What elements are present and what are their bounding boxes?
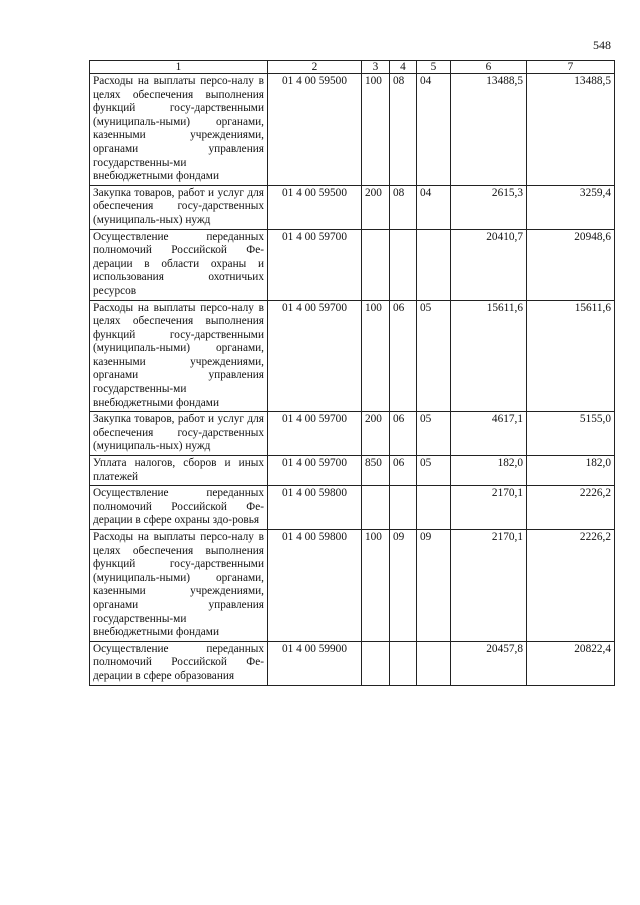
subsection-code: 05 — [417, 456, 451, 486]
row-description: Осуществление переданных полномочий Российской Фе-дерации в сфере образования — [90, 641, 268, 685]
subsection-code: 05 — [417, 412, 451, 456]
expense-type-code: 850 — [362, 456, 390, 486]
expense-type-code — [362, 229, 390, 300]
amount-col-7: 15611,6 — [527, 300, 615, 412]
expense-type-code — [362, 641, 390, 685]
section-code: 08 — [390, 74, 417, 186]
amount-col-7: 3259,4 — [527, 185, 615, 229]
amount-col-7: 13488,5 — [527, 74, 615, 186]
amount-col-7: 2226,2 — [527, 530, 615, 642]
subsection-code: 04 — [417, 74, 451, 186]
table-row — [90, 412, 615, 456]
amount-col-7: 2226,2 — [527, 486, 615, 530]
target-article-code: 01 4 00 59900 — [268, 641, 362, 685]
row-description: Осуществление переданных полномочий Российской Фе-дерации в сфере охраны здо-ровья — [90, 486, 268, 530]
expense-type-code — [362, 486, 390, 530]
column-header-4: 4 — [390, 61, 417, 74]
expense-type-code: 100 — [362, 74, 390, 186]
target-article-code: 01 4 00 59700 — [268, 456, 362, 486]
amount-col-6: 15611,6 — [451, 300, 527, 412]
target-article-code: 01 4 00 59700 — [268, 229, 362, 300]
subsection-code: 04 — [417, 185, 451, 229]
row-description: Осуществление переданных полномочий Российской Фе-дерации в области охраны и использования охотничьих ресурсов — [90, 229, 268, 300]
subsection-code: 09 — [417, 530, 451, 642]
subsection-code: 05 — [417, 300, 451, 412]
target-article-code: 01 4 00 59800 — [268, 486, 362, 530]
target-article-code: 01 4 00 59700 — [268, 412, 362, 456]
amount-col-7: 182,0 — [527, 456, 615, 486]
amount-col-6: 2615,3 — [451, 185, 527, 229]
amount-col-6: 2170,1 — [451, 486, 527, 530]
subsection-code — [417, 486, 451, 530]
page-number: 548 — [593, 38, 611, 52]
table-row — [90, 74, 615, 186]
expense-type-code: 100 — [362, 300, 390, 412]
amount-col-6: 20410,7 — [451, 229, 527, 300]
table-row — [90, 229, 615, 300]
table-row — [90, 185, 615, 229]
expense-type-code: 200 — [362, 185, 390, 229]
row-description: Расходы на выплаты персо-налу в целях обеспечения выполнения функций госу-дарственными (муниципаль-ными) органами, казенными учреждениями, органами управления государственны-ми внебюджетными фондами — [90, 300, 268, 412]
amount-col-6: 20457,8 — [451, 641, 527, 685]
expense-type-code: 200 — [362, 412, 390, 456]
section-code: 06 — [390, 456, 417, 486]
section-code — [390, 486, 417, 530]
column-header-2: 2 — [268, 61, 362, 74]
column-header-1: 1 — [90, 61, 268, 74]
row-description: Расходы на выплаты персо-налу в целях обеспечения выполнения функций госу-дарственными (муниципаль-ными) органами, казенными учреждениями, органами управления государственны-ми внебюджетными фондами — [90, 530, 268, 642]
column-header-7: 7 — [527, 61, 615, 74]
table-row — [90, 486, 615, 530]
amount-col-6: 4617,1 — [451, 412, 527, 456]
table-row — [90, 456, 615, 486]
section-code: 06 — [390, 300, 417, 412]
target-article-code: 01 4 00 59500 — [268, 74, 362, 186]
section-code — [390, 641, 417, 685]
amount-col-7: 20948,6 — [527, 229, 615, 300]
amount-col-6: 13488,5 — [451, 74, 527, 186]
section-code — [390, 229, 417, 300]
amount-col-6: 182,0 — [451, 456, 527, 486]
column-header-3: 3 — [362, 61, 390, 74]
amount-col-7: 20822,4 — [527, 641, 615, 685]
section-code: 06 — [390, 412, 417, 456]
subsection-code — [417, 229, 451, 300]
amount-col-6: 2170,1 — [451, 530, 527, 642]
target-article-code: 01 4 00 59500 — [268, 185, 362, 229]
section-code: 09 — [390, 530, 417, 642]
table-row — [90, 530, 615, 642]
amount-col-7: 5155,0 — [527, 412, 615, 456]
row-description: Закупка товаров, работ и услуг для обеспечения госу-дарственных (муниципаль-ных) нужд — [90, 185, 268, 229]
budget-table — [89, 60, 615, 686]
target-article-code: 01 4 00 59700 — [268, 300, 362, 412]
row-description: Закупка товаров, работ и услуг для обеспечения госу-дарственных (муниципаль-ных) нужд — [90, 412, 268, 456]
row-description: Расходы на выплаты персо-налу в целях обеспечения выполнения функций госу-дарственными (муниципаль-ными) органами, казенными учреждениями, органами управления государственны-ми внебюджетными фондами — [90, 74, 268, 186]
table-row — [90, 641, 615, 685]
target-article-code: 01 4 00 59800 — [268, 530, 362, 642]
row-description: Уплата налогов, сборов и иных платежей — [90, 456, 268, 486]
table-row — [90, 300, 615, 412]
header-row — [90, 61, 615, 74]
column-header-6: 6 — [451, 61, 527, 74]
column-header-5: 5 — [417, 61, 451, 74]
section-code: 08 — [390, 185, 417, 229]
expense-type-code: 100 — [362, 530, 390, 642]
subsection-code — [417, 641, 451, 685]
